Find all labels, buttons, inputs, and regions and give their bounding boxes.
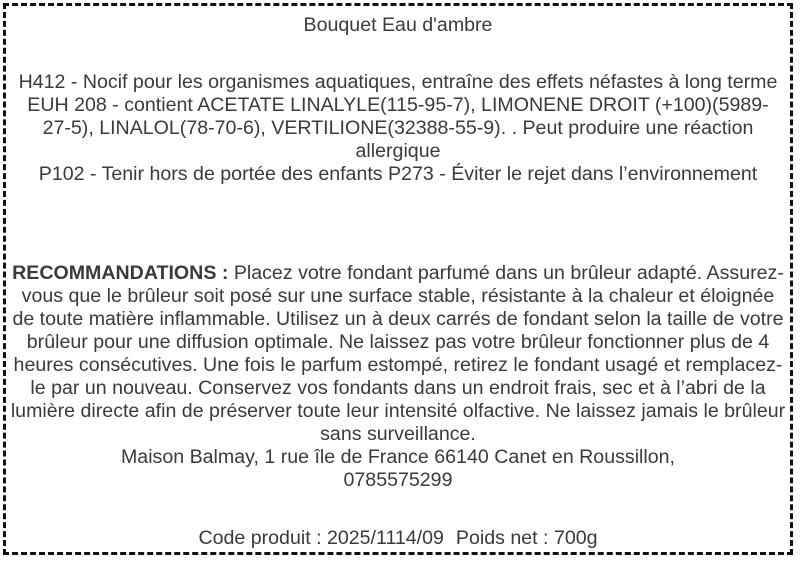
label-content xyxy=(6,6,790,552)
company-phone: 0785575299 xyxy=(343,469,453,491)
recommendations-text: Placez votre fondant parfumé dans un brûleur adapté. Assurez-vous que le brûleur soit posé sur une surface stable, résistante à la chaleur et éloignée de toute matière inflammable. Utilisez un à deux carrés de fondant selon la taille de votre brûleur pour une diffusion optimale. Ne laissez pas votre brûleur fonctionner plus de 4 heures consécutives. Une fois le parfum estompé, retirez le fondant usagé et remplacez-le par un nouveau. Conservez vos fondants dans un endroit frais, sec et à l’abri de la lumière directe afin de préserver toute leur intensité olfactive. Ne laissez jamais le brûleur sans surveillance. xyxy=(10,262,786,445)
precautionary-statements: P102 - Tenir hors de portée des enfants P273 - Éviter le rejet dans l’environnement xyxy=(38,163,758,185)
recommendations-section xyxy=(10,262,786,492)
recommendations-heading: RECOMMANDATIONS : xyxy=(12,262,229,284)
hazard-statements xyxy=(14,71,782,186)
hazard-h412: H412 - Nocif pour les organismes aquatiques, entraîne des effets néfastes à long terme xyxy=(18,71,778,93)
product-codes xyxy=(6,527,790,550)
product-title: Bouquet Eau d'ambre xyxy=(303,14,493,36)
hazard-euh208: EUH 208 - contient ACETATE LINALYLE(115-95-7), LIMONENE DROIT (+100)(5989-27-5), LINALOL(78-70-6), VERTILIONE(32388-55-9). . Peut produire une réaction allergique xyxy=(27,94,769,162)
net-weight: Poids net : 700g xyxy=(455,527,598,549)
product-label xyxy=(3,3,793,555)
recommendations-paragraph xyxy=(10,262,786,446)
product-code: Code produit : 2025/1114/09 xyxy=(198,527,444,549)
company-address: Maison Balmay, 1 rue île de France 66140 Canet en Roussillon, xyxy=(120,446,675,468)
